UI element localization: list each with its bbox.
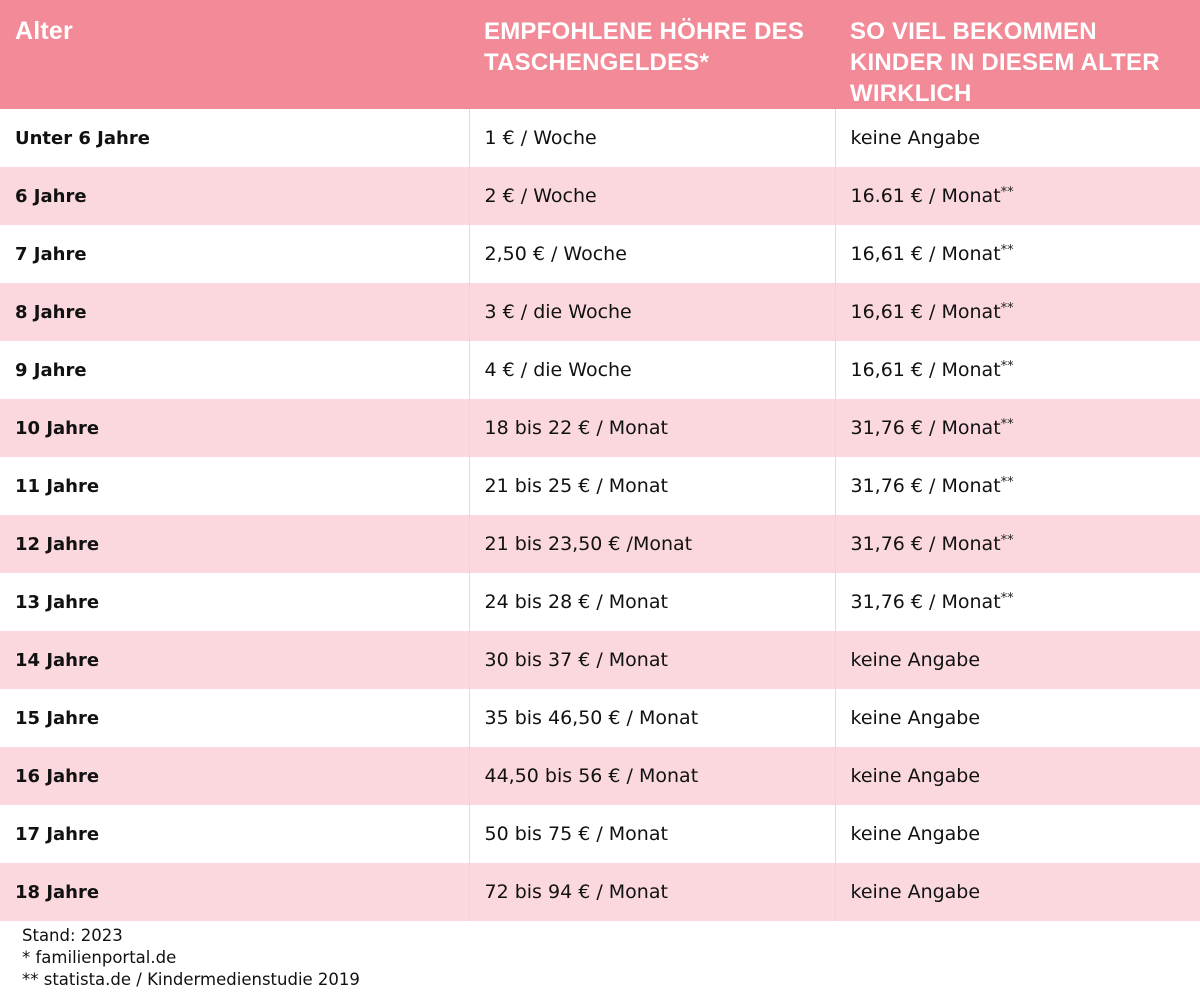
cell-age: 11 Jahre [0,457,469,515]
table-row [0,805,1200,863]
cell-age: 16 Jahre [0,747,469,805]
cell-recommended: 21 bis 23,50 € /Monat [469,515,835,573]
cell-recommended: 35 bis 46,50 € / Monat [469,689,835,747]
cell-actual-value: 16,61 € / Monat [850,359,1001,381]
cell-recommended: 72 bis 94 € / Monat [469,863,835,921]
cell-recommended: 50 bis 75 € / Monat [469,805,835,863]
cell-actual [835,515,1200,573]
cell-actual [835,399,1200,457]
cell-age: 9 Jahre [0,341,469,399]
footnote-stand: Stand: 2023 [22,926,123,945]
table-row [0,283,1200,341]
cell-recommended: 30 bis 37 € / Monat [469,631,835,689]
cell-actual-value: 16,61 € / Monat [850,301,1001,323]
footnote-marker: ** [1000,475,1014,490]
footnote-source-1: * familienportal.de [22,948,177,967]
table-row [0,225,1200,283]
cell-recommended: 2 € / Woche [469,167,835,225]
footnote-marker: ** [1000,533,1014,548]
table-row [0,109,1200,167]
cell-actual-value: keine Angabe [850,881,981,903]
cell-age: 7 Jahre [0,225,469,283]
cell-actual [835,689,1200,747]
cell-actual-value: 31,76 € / Monat [850,533,1001,555]
cell-recommended: 44,50 bis 56 € / Monat [469,747,835,805]
cell-actual-value: 31,76 € / Monat [850,591,1001,613]
cell-actual-value: keine Angabe [850,127,981,149]
column-header-recommended: EMPFOHLENE HÖHRE DES TASCHENGELDES* [469,0,835,109]
table-row [0,167,1200,225]
cell-actual-value: keine Angabe [850,823,981,845]
cell-recommended: 1 € / Woche [469,109,835,167]
footnote-source-2: ** statista.de / Kindermedienstudie 2019 [22,970,360,989]
cell-age: 12 Jahre [0,515,469,573]
footnote-marker: ** [1000,417,1014,432]
cell-age: Unter 6 Jahre [0,109,469,167]
cell-age: 18 Jahre [0,863,469,921]
cell-actual-value: 31,76 € / Monat [850,417,1001,439]
cell-actual [835,109,1200,167]
cell-age: 15 Jahre [0,689,469,747]
cell-actual-value: keine Angabe [850,649,981,671]
cell-actual [835,747,1200,805]
cell-actual [835,457,1200,515]
cell-actual-value: keine Angabe [850,765,981,787]
cell-recommended: 21 bis 25 € / Monat [469,457,835,515]
footnote-marker: ** [1000,359,1014,374]
column-header-age: Alter [0,0,469,109]
cell-actual [835,631,1200,689]
footnote-marker: ** [1000,591,1014,606]
cell-actual-value: keine Angabe [850,707,981,729]
cell-age: 10 Jahre [0,399,469,457]
cell-actual [835,341,1200,399]
table-row [0,863,1200,921]
footnotes [22,925,360,991]
cell-recommended: 3 € / die Woche [469,283,835,341]
cell-actual [835,805,1200,863]
cell-actual [835,225,1200,283]
cell-recommended: 4 € / die Woche [469,341,835,399]
table-row [0,631,1200,689]
table-row [0,399,1200,457]
table-body [0,109,1200,921]
cell-age: 14 Jahre [0,631,469,689]
footnote-marker: ** [1000,301,1014,316]
table-row [0,573,1200,631]
table-row [0,457,1200,515]
cell-age: 17 Jahre [0,805,469,863]
table-row [0,341,1200,399]
cell-age: 13 Jahre [0,573,469,631]
cell-recommended: 2,50 € / Woche [469,225,835,283]
cell-recommended: 18 bis 22 € / Monat [469,399,835,457]
cell-recommended: 24 bis 28 € / Monat [469,573,835,631]
cell-actual-value: 16.61 € / Monat [850,185,1001,207]
column-header-actual: SO VIEL BEKOMMEN KINDER IN DIESEM ALTER WIRKLICH [835,0,1200,109]
cell-actual [835,863,1200,921]
cell-actual [835,573,1200,631]
cell-age: 6 Jahre [0,167,469,225]
footnote-marker: ** [1000,243,1014,258]
table-row [0,689,1200,747]
cell-actual [835,283,1200,341]
cell-age: 8 Jahre [0,283,469,341]
cell-actual [835,167,1200,225]
cell-actual-value: 31,76 € / Monat [850,475,1001,497]
table-row [0,747,1200,805]
table-header-row [0,0,1200,109]
footnote-marker: ** [1000,185,1014,200]
table-row [0,515,1200,573]
cell-actual-value: 16,61 € / Monat [850,243,1001,265]
